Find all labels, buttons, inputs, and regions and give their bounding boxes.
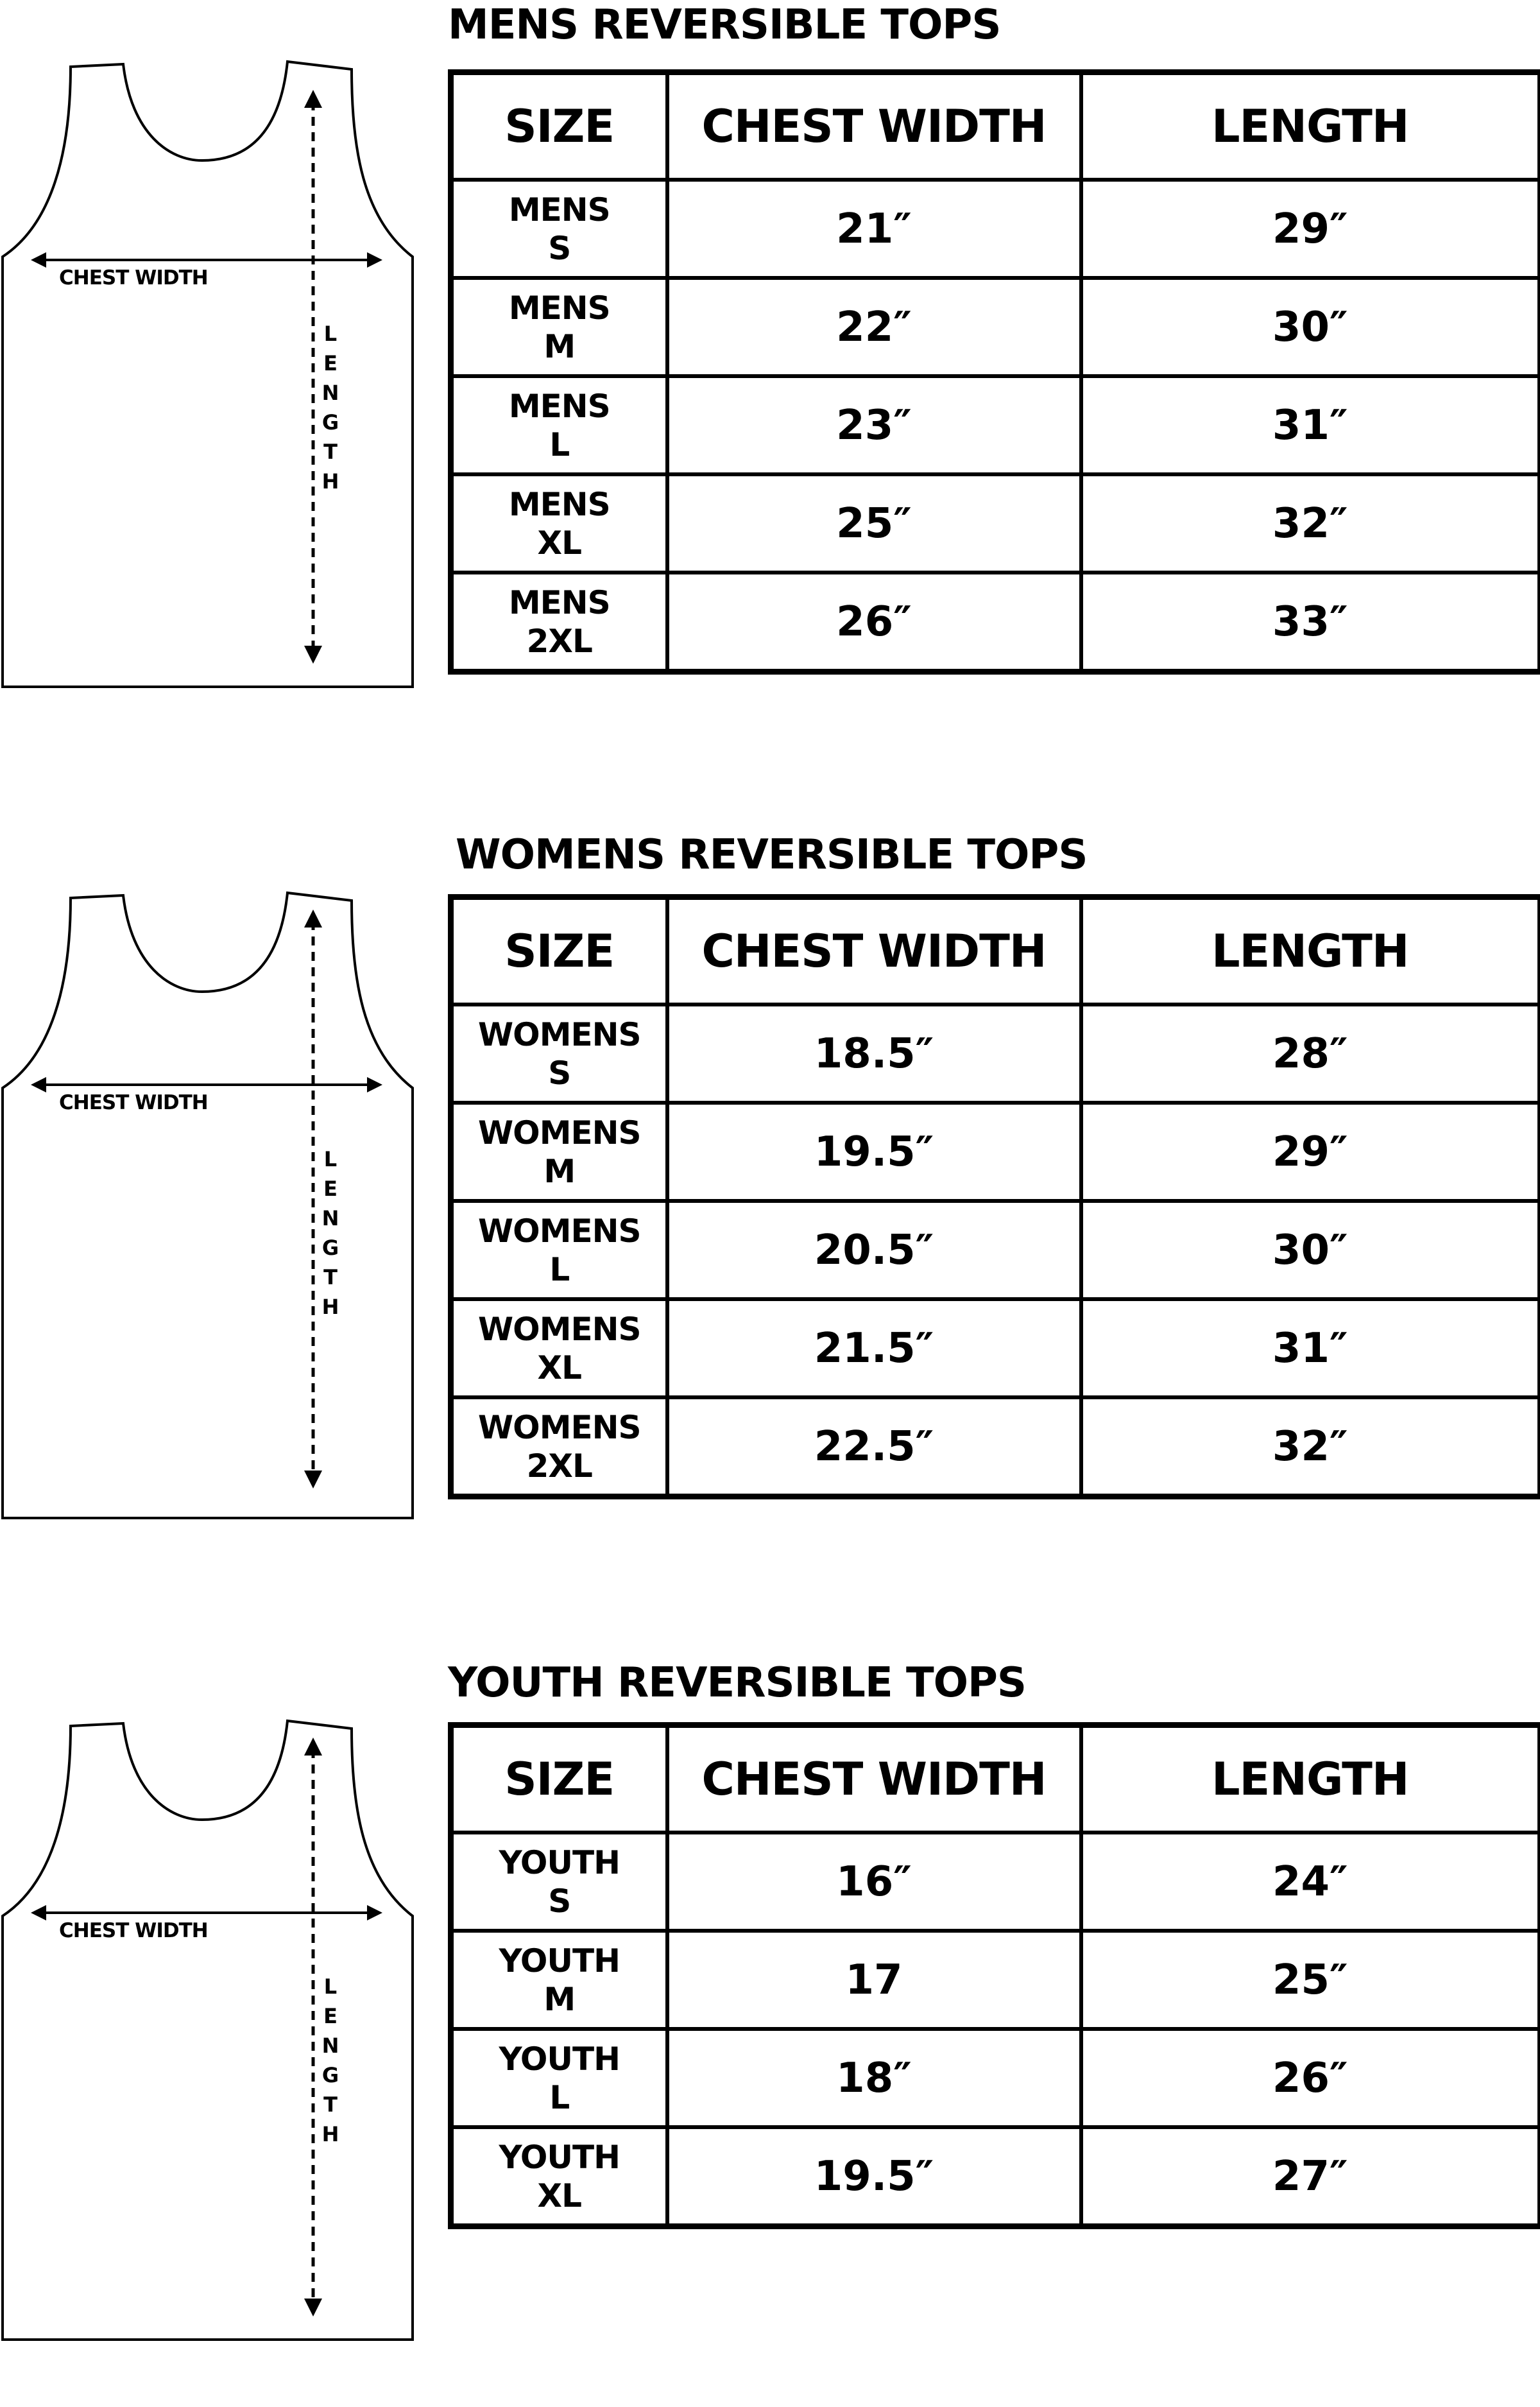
- length-cell: 31″: [1081, 376, 1540, 474]
- header-size: SIZE: [451, 1725, 667, 1833]
- size-cell: YOUTH M: [451, 1931, 667, 2029]
- chest-cell: 20.5″: [667, 1201, 1081, 1299]
- table-row: [451, 278, 1540, 376]
- size-cell: YOUTH XL: [451, 2127, 667, 2227]
- table-row: [451, 376, 1540, 474]
- size-cell: WOMENS M: [451, 1103, 667, 1201]
- length-cell: 26″: [1081, 2029, 1540, 2127]
- length-arrow-top-head: [304, 1738, 322, 1756]
- size-cell: WOMENS 2XL: [451, 1397, 667, 1497]
- chest-cell: 26″: [667, 573, 1081, 672]
- header-size: SIZE: [451, 73, 667, 180]
- section-mens: [0, 0, 1540, 706]
- length-arrow-bottom-head: [304, 646, 322, 664]
- chest-width-label: CHEST WIDTH: [59, 1919, 208, 1942]
- chest-width-label: CHEST WIDTH: [59, 1091, 208, 1114]
- length-cell: 30″: [1081, 1201, 1540, 1299]
- size-cell: MENS XL: [451, 474, 667, 573]
- size-table: [448, 894, 1540, 1499]
- length-cell: 24″: [1081, 1833, 1540, 1931]
- tank-top-outline: [3, 893, 413, 1518]
- chest-arrow-left-head: [31, 252, 46, 268]
- section-womens: [0, 825, 1540, 1531]
- table-row: [451, 474, 1540, 573]
- length-arrow-bottom-head: [304, 1471, 322, 1488]
- tank-top-diagram: [0, 1717, 424, 2407]
- length-cell: 28″: [1081, 1005, 1540, 1103]
- size-cell: MENS L: [451, 376, 667, 474]
- chest-cell: 19.5″: [667, 1103, 1081, 1201]
- section-title: WOMENS REVERSIBLE TOPS: [456, 831, 1087, 879]
- table-row: [451, 1299, 1540, 1397]
- chest-arrow-left-head: [31, 1077, 46, 1092]
- length-cell: 25″: [1081, 1931, 1540, 2029]
- tank-top-diagram: [0, 58, 424, 751]
- size-cell: MENS M: [451, 278, 667, 376]
- chest-cell: 18.5″: [667, 1005, 1081, 1103]
- table-row: [451, 1397, 1540, 1497]
- length-arrow-bottom-head: [304, 2299, 322, 2316]
- size-cell: WOMENS L: [451, 1201, 667, 1299]
- table-row: [451, 1103, 1540, 1201]
- length-label: L E N G T H: [321, 319, 340, 496]
- chest-arrow-right-head: [367, 252, 382, 268]
- length-cell: 32″: [1081, 474, 1540, 573]
- header-chest-width: CHEST WIDTH: [667, 897, 1081, 1005]
- table-row: [451, 573, 1540, 672]
- size-cell: MENS 2XL: [451, 573, 667, 672]
- size-cell: YOUTH S: [451, 1833, 667, 1931]
- size-cell: MENS S: [451, 180, 667, 278]
- table-row: [451, 1201, 1540, 1299]
- chest-cell: 21″: [667, 180, 1081, 278]
- length-cell: 29″: [1081, 180, 1540, 278]
- length-cell: 31″: [1081, 1299, 1540, 1397]
- chest-cell: 22.5″: [667, 1397, 1081, 1497]
- table-row: [451, 2029, 1540, 2127]
- size-table: [448, 69, 1540, 675]
- header-length: LENGTH: [1081, 897, 1540, 1005]
- length-cell: 30″: [1081, 278, 1540, 376]
- header-chest-width: CHEST WIDTH: [667, 1725, 1081, 1833]
- length-arrow-top-head: [304, 90, 322, 108]
- tank-top-diagram: [0, 889, 424, 1582]
- chest-width-label: CHEST WIDTH: [59, 266, 208, 289]
- header-chest-width: CHEST WIDTH: [667, 73, 1081, 180]
- size-cell: YOUTH L: [451, 2029, 667, 2127]
- length-cell: 29″: [1081, 1103, 1540, 1201]
- tank-top-outline: [3, 1721, 413, 2340]
- chest-cell: 16″: [667, 1833, 1081, 1931]
- chest-arrow-right-head: [367, 1905, 382, 1920]
- table-row: [451, 1833, 1540, 1931]
- chest-arrow-left-head: [31, 1905, 46, 1920]
- section-title: YOUTH REVERSIBLE TOPS: [448, 1659, 1026, 1707]
- size-cell: WOMENS S: [451, 1005, 667, 1103]
- chest-cell: 23″: [667, 376, 1081, 474]
- length-cell: 33″: [1081, 573, 1540, 672]
- length-arrow-top-head: [304, 910, 322, 927]
- length-label: L E N G T H: [321, 1144, 340, 1322]
- chest-cell: 21.5″: [667, 1299, 1081, 1397]
- table-row: [451, 180, 1540, 278]
- chest-cell: 22″: [667, 278, 1081, 376]
- section-youth: [0, 1653, 1540, 2343]
- chest-arrow-right-head: [367, 1077, 382, 1092]
- table-row: [451, 1931, 1540, 2029]
- header-size: SIZE: [451, 897, 667, 1005]
- size-table: [448, 1722, 1540, 2229]
- tank-top-outline: [3, 62, 413, 687]
- size-cell: WOMENS XL: [451, 1299, 667, 1397]
- header-length: LENGTH: [1081, 73, 1540, 180]
- chest-cell: 19.5″: [667, 2127, 1081, 2227]
- section-title: MENS REVERSIBLE TOPS: [448, 1, 1000, 49]
- chest-cell: 18″: [667, 2029, 1081, 2127]
- length-label: L E N G T H: [321, 1972, 340, 2149]
- chest-cell: 25″: [667, 474, 1081, 573]
- length-cell: 27″: [1081, 2127, 1540, 2227]
- header-length: LENGTH: [1081, 1725, 1540, 1833]
- chest-cell: 17: [667, 1931, 1081, 2029]
- length-cell: 32″: [1081, 1397, 1540, 1497]
- table-row: [451, 1005, 1540, 1103]
- table-row: [451, 2127, 1540, 2227]
